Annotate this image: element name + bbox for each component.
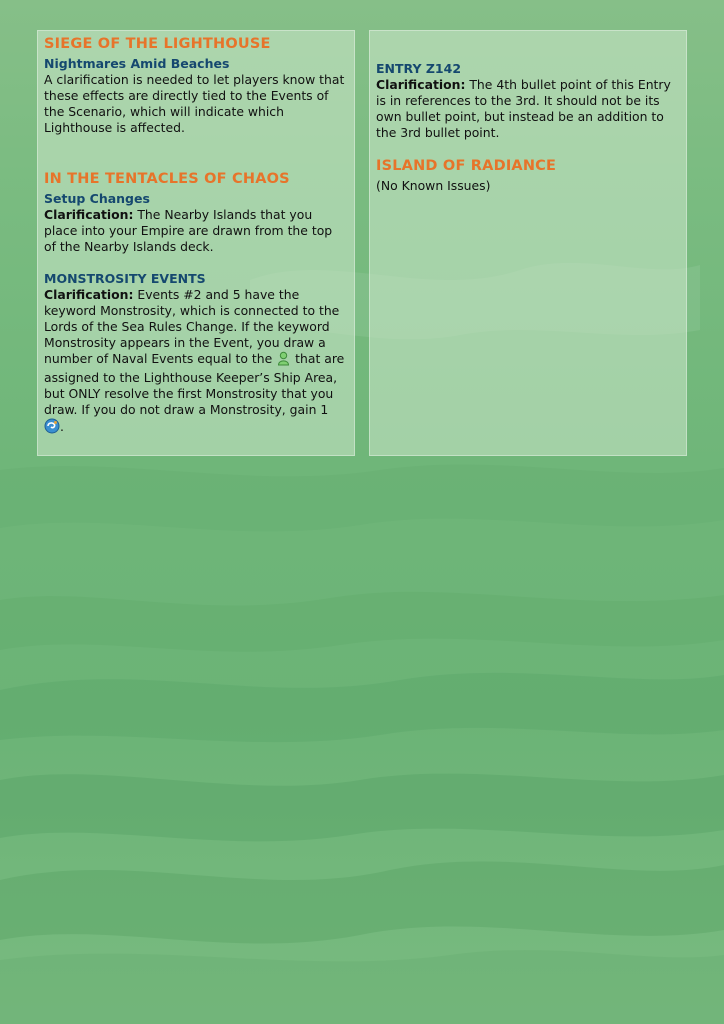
siege-of-the-lighthouse-heading: SIEGE OF THE LIGHTHOUSE	[44, 36, 271, 52]
entry-z142-text	[376, 77, 680, 141]
island-of-radiance-heading: ISLAND OF RADIANCE	[376, 158, 557, 174]
tentacles-of-chaos-heading: IN THE TENTACLES OF CHAOS	[44, 171, 290, 187]
clarification-label: Clarification:	[376, 77, 466, 92]
setup-changes-subheading: Setup Changes	[44, 191, 150, 206]
monstrosity-body-a: Events #2 and 5 have the keyword Monstrosity, which is connected to the Lords of the Sea Rules Change. If the keyword Monstrosity appears in the Event, you draw a number of Naval Events equal to the	[44, 287, 340, 366]
monstrosity-events-text	[44, 287, 348, 438]
setup-changes-text	[44, 207, 348, 255]
entry-z142-heading: ENTRY Z142	[376, 61, 462, 76]
monstrosity-body-c: .	[60, 419, 64, 434]
entry-z142-body: The 4th bullet point of this Entry is in references to the 3rd. It should not be its own bullet point, but instead be an addition to the 3rd bullet point.	[376, 77, 671, 140]
clarification-label: Clarification:	[44, 207, 134, 222]
nightmares-text: A clarification is needed to let players know that these effects are directly tied to the Events of the Scenario, which will indicate which Lighthouse is affected.	[44, 72, 345, 135]
monstrosity-body-b: that are assigned to the Lighthouse Keeper’s Ship Area, but ONLY resolve the first Monstrosity that you draw. If you do not draw a Monstrosity, gain 1	[44, 351, 345, 417]
keeper-token-icon	[276, 351, 291, 370]
clarification-label: Clarification:	[44, 287, 134, 302]
no-known-issues-text: (No Known Issues)	[376, 178, 491, 193]
nightmares-amid-beaches-subheading: Nightmares Amid Beaches	[44, 56, 230, 71]
swirl-resource-icon	[44, 418, 60, 438]
right-column-panel	[369, 30, 687, 456]
monstrosity-events-subheading: MONSTROSITY EVENTS	[44, 271, 206, 286]
left-column-panel	[37, 30, 355, 456]
setup-changes-body: The Nearby Islands that you place into your Empire are drawn from the top of the Nearby Islands deck.	[44, 207, 333, 254]
